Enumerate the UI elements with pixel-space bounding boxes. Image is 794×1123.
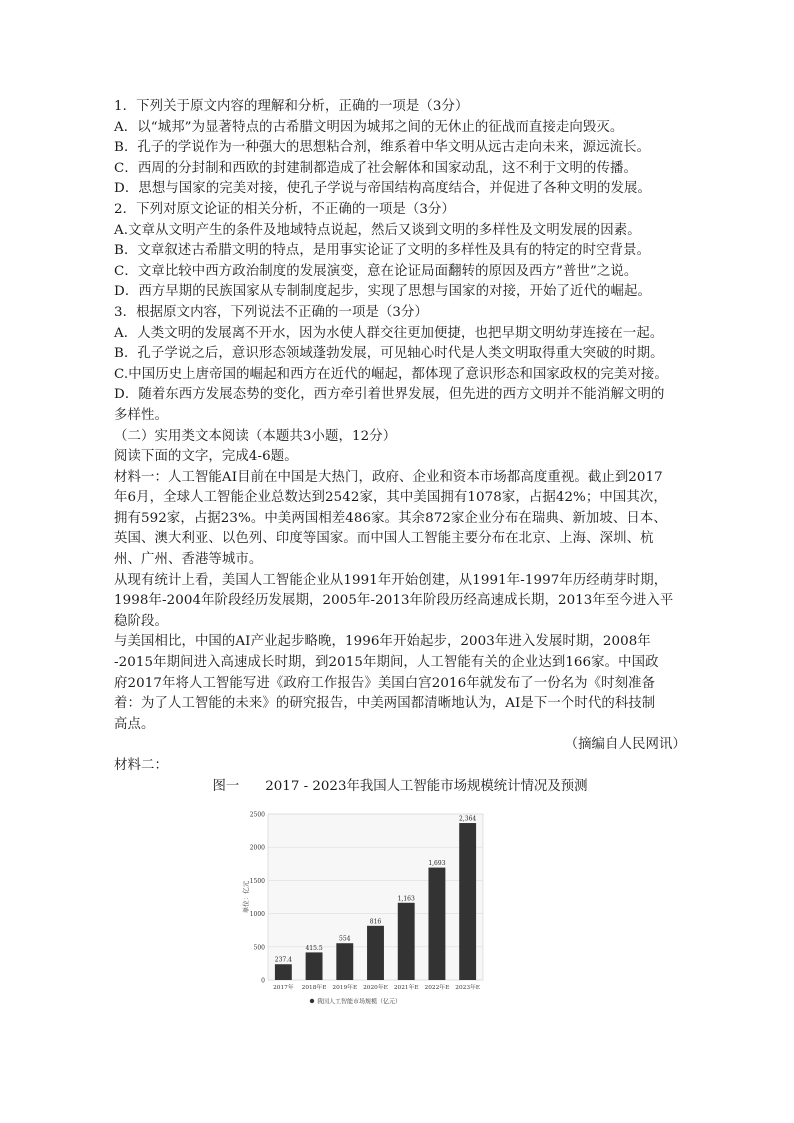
text-line: A．以“城邦”为显著特点的古希腊文明因为城邦之间的无休止的征战而直接走向毁灭。 xyxy=(114,119,624,135)
bar-value-label: 816 xyxy=(369,918,382,926)
x-tick-label: 2018年E xyxy=(301,985,327,991)
bar xyxy=(398,903,415,980)
text-line: 拥有592家，占据23%。中美两国相差486家。其余872家企业分布在瑞典、新加坡、日本、 xyxy=(114,510,667,526)
text-line: C．文章比较中西方政治制度的发展演变，意在论证局面翻转的原因及西方”普世”之说。 xyxy=(114,263,638,279)
bar xyxy=(367,926,384,980)
y-tick-label: 1000 xyxy=(249,911,265,919)
x-tick-label: 2023年E xyxy=(455,985,481,991)
text-line: B．孔子学说之后，意识形态领域蓬勃发展，可见轴心时代是人类文明取得重大突破的时期。 xyxy=(114,346,664,362)
text-line: 着：为了人工智能的未来》的研究报告，中美两国都清晰地认为，AI是下一个时代的科技制 xyxy=(114,696,656,712)
legend-marker xyxy=(310,999,314,1003)
y-tick-label: 2500 xyxy=(249,811,265,819)
text-line: -2015年期间进入高速成长时期，到2015年期间，人工智能有关的企业达到166家。中国政 xyxy=(114,655,659,671)
text-line: D．思想与国家的完美对接，使孔子学说与帝国结构高度结合，并促进了各种文明的发展。 xyxy=(114,181,651,197)
bar-value-label: 237.4 xyxy=(274,956,292,964)
text-line: 高点。 xyxy=(114,716,155,732)
y-tick-label: 1500 xyxy=(249,877,265,885)
y-tick-label: 0 xyxy=(261,977,265,985)
x-tick-label: 2021年E xyxy=(393,985,419,991)
text-line: （二）实用类文本阅读（本题共3小题，12分） xyxy=(114,428,397,444)
figure-caption xyxy=(114,777,686,797)
bar xyxy=(306,952,323,980)
legend-label: 我国人工智能市场规模（亿元） xyxy=(317,998,402,1006)
text-line: B．文章叙述古希腊文明的特点，是用事实论证了文明的多样性及具有的特定的时空背景。 xyxy=(114,243,651,259)
text-line: 材料一：人工智能AI目前在中国是大热门，政府、企业和资本市场都高度重视。截止到2017 xyxy=(114,469,663,485)
text-line: 1．下列关于原文内容的理解和分析，正确的一项是（3分） xyxy=(114,99,469,114)
text-line: 3．根据原文内容，下列说法不正确的一项是（3分） xyxy=(114,304,429,320)
bar-chart xyxy=(238,808,488,1008)
text-line: 州、广州、香港等城市。 xyxy=(114,552,263,568)
y-axis-label: 单位：亿元 xyxy=(242,880,250,914)
text-line: 2．下列对原文论证的相关分析，不正确的一项是（3分） xyxy=(114,201,456,217)
source-note: （摘编自人民网讯） xyxy=(564,737,686,753)
bar-value-label: 554 xyxy=(339,935,351,943)
material2-label: 材料二： xyxy=(114,758,168,773)
text-line: 稳阶段。 xyxy=(114,613,168,629)
figure-number: 图一 xyxy=(212,778,240,794)
text-line: 府2017年将人工智能写进《政府工作报告》美国白宫2016年就发布了一份名为《时刻准备 xyxy=(114,675,656,691)
x-tick-label: 2017年 xyxy=(273,985,294,991)
bar-value-label: 2,364 xyxy=(459,815,477,823)
x-tick-label: 2020年E xyxy=(363,985,388,991)
text-line: 多样性。 xyxy=(114,407,168,423)
text-line: B．孔子的学说作为一种强大的思想粘合剂，维系着中华文明从远古走向未来，源远流长。 xyxy=(114,140,651,156)
text-line: 年6月，全球人工智能企业总数达到2542家，其中美国拥有1078家，占据42%；中国其次， xyxy=(114,490,667,506)
y-tick-label: 2000 xyxy=(249,844,265,852)
bar-value-label: 1,163 xyxy=(397,895,415,903)
x-tick-label: 2022年E xyxy=(424,985,450,991)
figure-title: 2017 - 2023年我国人工智能市场规模统计情况及预测 xyxy=(265,778,588,794)
y-tick-label: 500 xyxy=(253,944,265,952)
x-tick-label: 2019年E xyxy=(332,985,358,991)
text-line: A．人类文明的发展离不开水，因为水使人群交往更加便捷，也把早期文明幼芽连接在一起。 xyxy=(114,325,664,341)
bar xyxy=(459,823,476,980)
bar-chart-svg xyxy=(238,808,488,1008)
text-line: C.中国历史上唐帝国的崛起和西方在近代的崛起，都体现了意识形态和国家政权的完美对接。 xyxy=(114,366,668,382)
text-line: 英国、澳大利亚、以色列、印度等国家。而中国人工智能主要分布在北京、上海、深圳、杭 xyxy=(114,531,654,547)
bar-value-label: 1,693 xyxy=(428,860,446,868)
text-line: D．随着东西方发展态势的变化，西方牵引着世界发展，但先进的西方文明并不能消解文明的 xyxy=(114,387,665,403)
text-line: C．西周的分封制和西欧的封建制都造成了社会解体和国家动乱，这不利于文明的传播。 xyxy=(114,160,637,176)
text-line: 阅读下面的文字，完成4-6题。 xyxy=(114,449,298,465)
text-line: A.文章从文明产生的条件及地域特点说起，然后又谈到文明的多样性及文明发展的因素。 xyxy=(114,222,641,238)
text-line: 1998年-2004年阶段经历发展期，2005年-2013年阶段历经高速成长期，2013年至今进入平 xyxy=(114,593,674,609)
bar xyxy=(428,868,445,980)
bar xyxy=(275,964,292,980)
text-block xyxy=(114,97,686,735)
document-body xyxy=(114,97,686,797)
text-line: 从现有统计上看，美国人工智能企业从1991年开始创建，从1991年-1997年历经萌芽时期， xyxy=(114,572,668,588)
text-line: D．西方早期的民族国家从专制制度起步，实现了思想与国家的对接，开始了近代的崛起。 xyxy=(114,284,651,300)
bar xyxy=(336,943,353,980)
text-line: 与美国相比，中国的AI产业起步略晚，1996年开始起步，2003年进入发展时期，2008年 xyxy=(114,634,651,650)
bar-value-label: 415.5 xyxy=(305,944,323,952)
